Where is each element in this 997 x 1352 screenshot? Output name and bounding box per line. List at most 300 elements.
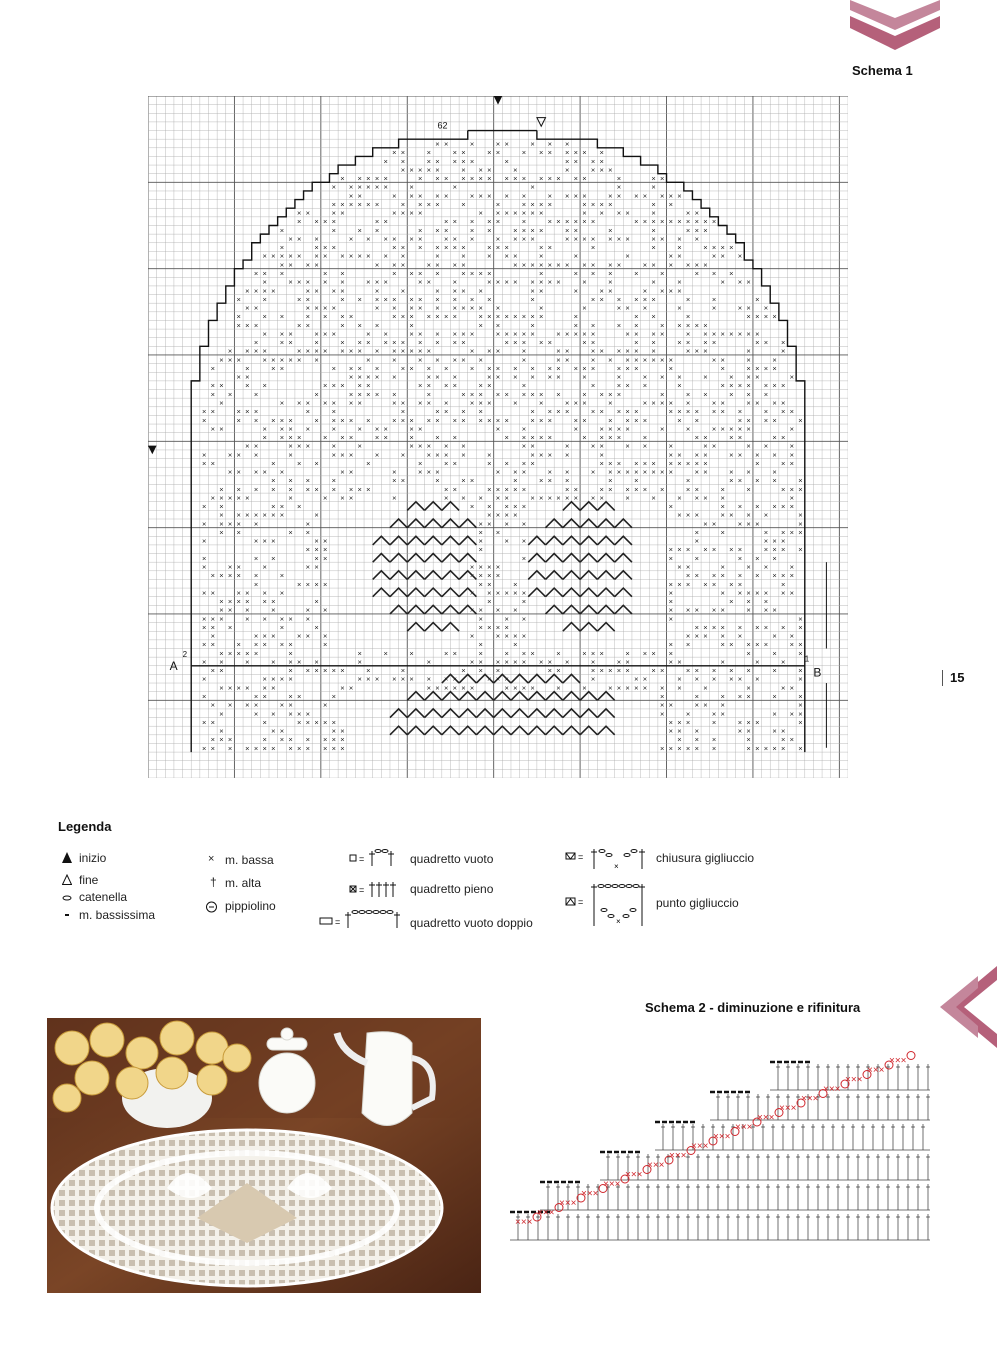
svg-text:×: ×: [521, 553, 527, 563]
svg-text:×: ×: [772, 502, 777, 512]
svg-text:×: ×: [755, 398, 760, 408]
svg-text:×: ×: [253, 320, 259, 330]
svg-text:×: ×: [694, 450, 699, 460]
svg-text:×: ×: [435, 372, 440, 382]
svg-text:×: ×: [703, 519, 708, 529]
svg-text:×: ×: [694, 346, 699, 356]
svg-text:×: ×: [305, 605, 311, 615]
svg-text:×××: ×××: [581, 1188, 599, 1200]
svg-text:×: ×: [513, 605, 518, 615]
svg-text:×: ×: [616, 657, 622, 667]
svg-text:×: ×: [755, 372, 760, 382]
svg-text:×: ×: [573, 268, 578, 278]
svg-text:×: ×: [772, 605, 777, 615]
svg-text:×: ×: [694, 467, 699, 477]
svg-text:×: ×: [279, 415, 285, 425]
svg-text:×: ×: [703, 389, 708, 399]
svg-text:×: ×: [366, 389, 371, 399]
svg-text:×: ×: [262, 381, 267, 391]
svg-text:×: ×: [487, 450, 492, 460]
svg-text:×: ×: [279, 588, 285, 598]
svg-text:×: ×: [383, 251, 388, 261]
svg-text:×: ×: [780, 579, 786, 589]
svg-text:×: ×: [521, 441, 527, 451]
svg-text:×: ×: [478, 622, 483, 632]
svg-text:×: ×: [711, 579, 717, 589]
svg-text:×: ×: [798, 545, 803, 555]
svg-text:×: ×: [279, 363, 285, 373]
svg-text:×: ×: [660, 743, 665, 753]
svg-text:×: ×: [331, 182, 336, 192]
svg-text:×: ×: [340, 174, 345, 184]
svg-text:×: ×: [720, 700, 725, 710]
svg-text:×: ×: [245, 605, 250, 615]
svg-text:×: ×: [478, 208, 483, 218]
svg-text:×: ×: [694, 234, 699, 244]
svg-text:×: ×: [374, 346, 380, 356]
svg-text:×: ×: [340, 415, 345, 425]
svg-text:×: ×: [253, 407, 259, 417]
svg-text:×: ×: [487, 268, 492, 278]
svg-text:×: ×: [426, 260, 432, 270]
svg-text:×: ×: [737, 545, 743, 555]
svg-text:×: ×: [513, 363, 518, 373]
svg-text:×: ×: [729, 467, 734, 477]
svg-text:×: ×: [521, 536, 527, 546]
svg-text:×: ×: [642, 458, 648, 468]
svg-text:×: ×: [314, 579, 319, 589]
svg-text:×: ×: [288, 338, 293, 348]
svg-text:×: ×: [703, 433, 708, 443]
svg-text:×: ×: [521, 657, 527, 667]
svg-text:×: ×: [651, 199, 656, 209]
svg-text:×: ×: [288, 476, 293, 486]
svg-text:×: ×: [772, 692, 777, 702]
svg-text:×: ×: [271, 251, 276, 261]
svg-text:×: ×: [634, 355, 639, 365]
svg-text:×: ×: [418, 303, 423, 313]
svg-text:×: ×: [694, 217, 699, 227]
svg-text:×: ×: [625, 234, 630, 244]
svg-text:×: ×: [297, 692, 302, 702]
svg-text:×: ×: [418, 346, 423, 356]
svg-text:A: A: [169, 658, 178, 673]
svg-text:×: ×: [798, 692, 803, 702]
svg-text:×: ×: [366, 415, 371, 425]
svg-text:×: ×: [755, 294, 760, 304]
svg-text:×: ×: [573, 424, 578, 434]
svg-text:×: ×: [340, 450, 345, 460]
svg-text:×: ×: [634, 484, 639, 494]
svg-text:×: ×: [322, 217, 328, 227]
svg-text:×: ×: [253, 700, 259, 710]
svg-text:×: ×: [677, 243, 682, 253]
svg-text:×: ×: [478, 614, 483, 624]
svg-text:×: ×: [461, 174, 466, 184]
svg-text:×: ×: [513, 372, 518, 382]
svg-text:×: ×: [392, 294, 397, 304]
svg-text:×: ×: [495, 243, 501, 253]
svg-text:×: ×: [374, 182, 380, 192]
svg-text:×: ×: [590, 268, 596, 278]
svg-text:×: ×: [634, 458, 639, 468]
svg-text:×: ×: [504, 251, 509, 261]
svg-text:×: ×: [677, 217, 682, 227]
svg-text:×: ×: [746, 415, 751, 425]
svg-text:×: ×: [305, 614, 311, 624]
svg-text:×: ×: [314, 536, 319, 546]
svg-text:×××: ×××: [889, 1055, 907, 1067]
svg-text:×: ×: [279, 467, 285, 477]
svg-text:×: ×: [625, 303, 630, 313]
svg-text:×: ×: [608, 277, 613, 287]
svg-text:×: ×: [720, 527, 725, 537]
svg-text:×: ×: [703, 260, 708, 270]
svg-text:×: ×: [737, 277, 743, 287]
svg-text:×: ×: [426, 467, 432, 477]
svg-text:×: ×: [305, 527, 311, 537]
svg-text:×: ×: [253, 510, 259, 520]
svg-text:×: ×: [521, 346, 527, 356]
svg-text:×: ×: [590, 243, 596, 253]
svg-text:×: ×: [435, 139, 440, 149]
svg-text:×: ×: [374, 286, 380, 296]
svg-text:×: ×: [789, 588, 795, 598]
svg-text:×: ×: [694, 415, 699, 425]
svg-text:×: ×: [288, 234, 293, 244]
svg-text:×: ×: [305, 743, 311, 753]
svg-text:×: ×: [539, 148, 544, 158]
svg-text:×: ×: [521, 148, 527, 158]
svg-text:×: ×: [729, 579, 734, 589]
svg-text:×: ×: [435, 407, 440, 417]
svg-text:×: ×: [495, 562, 501, 572]
svg-text:62: 62: [437, 120, 448, 131]
svg-text:×: ×: [297, 320, 302, 330]
svg-text:×: ×: [245, 743, 250, 753]
svg-text:×: ×: [305, 631, 311, 641]
svg-text:=: =: [359, 854, 365, 864]
svg-text:×: ×: [435, 199, 440, 209]
svg-text:×: ×: [262, 467, 267, 477]
svg-text:×: ×: [322, 545, 328, 555]
svg-text:×: ×: [772, 553, 777, 563]
svg-text:×: ×: [729, 597, 734, 607]
svg-text:×: ×: [357, 657, 362, 667]
svg-text:×: ×: [236, 640, 241, 650]
svg-text:×: ×: [513, 657, 518, 667]
svg-text:×: ×: [487, 148, 492, 158]
svg-text:×: ×: [564, 139, 570, 149]
svg-text:×: ×: [297, 709, 302, 719]
svg-text:×: ×: [651, 666, 656, 676]
svg-text:×: ×: [642, 441, 648, 451]
svg-text:×: ×: [219, 527, 224, 537]
svg-text:×: ×: [746, 666, 751, 676]
svg-text:×: ×: [487, 191, 492, 201]
svg-text:×: ×: [469, 268, 475, 278]
svg-text:×: ×: [495, 605, 501, 615]
svg-text:×: ×: [772, 743, 777, 753]
svg-text:×: ×: [322, 398, 328, 408]
svg-text:×: ×: [314, 389, 319, 399]
svg-text:×: ×: [435, 260, 440, 270]
svg-text:×: ×: [729, 381, 734, 391]
svg-text:×: ×: [253, 631, 259, 641]
svg-text:×: ×: [625, 355, 630, 365]
svg-text:×: ×: [495, 277, 501, 287]
svg-text:×: ×: [599, 286, 604, 296]
doily-photo: [47, 1018, 481, 1293]
svg-text:×: ×: [469, 174, 475, 184]
svg-text:×: ×: [530, 312, 535, 322]
svg-text:×: ×: [539, 268, 544, 278]
svg-text:×: ×: [547, 217, 553, 227]
svg-text:×: ×: [703, 458, 708, 468]
svg-text:×: ×: [435, 191, 440, 201]
svg-text:×: ×: [625, 363, 630, 373]
svg-text:×: ×: [331, 303, 336, 313]
svg-text:×: ×: [279, 398, 285, 408]
svg-text:×: ×: [573, 286, 578, 296]
svg-text:×: ×: [564, 346, 570, 356]
svg-text:×: ×: [253, 571, 259, 581]
svg-text:×: ×: [556, 389, 561, 399]
svg-text:×: ×: [720, 588, 725, 598]
svg-text:×: ×: [478, 389, 483, 399]
svg-text:×: ×: [634, 329, 639, 339]
svg-text:×: ×: [651, 208, 656, 218]
svg-text:×: ×: [469, 571, 475, 581]
svg-text:×: ×: [487, 519, 492, 529]
svg-text:×: ×: [685, 208, 691, 218]
svg-text:×××: ×××: [779, 1103, 797, 1114]
svg-text:×: ×: [392, 389, 397, 399]
svg-text:×: ×: [513, 260, 518, 270]
svg-text:×: ×: [322, 303, 328, 313]
svg-text:×: ×: [642, 303, 648, 313]
svg-text:×: ×: [219, 735, 224, 745]
svg-text:×: ×: [513, 338, 518, 348]
svg-text:×: ×: [392, 312, 397, 322]
svg-text:×: ×: [789, 709, 795, 719]
svg-text:×: ×: [685, 389, 691, 399]
svg-text:×: ×: [201, 588, 207, 598]
svg-text:×: ×: [236, 484, 241, 494]
svg-text:×: ×: [288, 450, 293, 460]
svg-text:×: ×: [668, 614, 674, 624]
svg-text:×: ×: [469, 657, 475, 667]
svg-text:×: ×: [340, 294, 345, 304]
svg-text:×: ×: [314, 251, 319, 261]
svg-text:×: ×: [556, 648, 561, 658]
svg-text:×: ×: [443, 174, 449, 184]
svg-text:×: ×: [685, 320, 691, 330]
svg-text:×: ×: [504, 588, 509, 598]
svg-text:×: ×: [236, 683, 241, 693]
svg-text:×: ×: [348, 389, 354, 399]
svg-text:×: ×: [590, 294, 596, 304]
svg-text:×: ×: [245, 510, 250, 520]
svg-text:×: ×: [504, 243, 509, 253]
svg-text:×: ×: [348, 433, 354, 443]
svg-text:×: ×: [590, 441, 596, 451]
svg-text:×: ×: [590, 467, 596, 477]
svg-text:×: ×: [547, 199, 553, 209]
svg-text:×: ×: [772, 545, 777, 555]
svg-text:×: ×: [400, 312, 406, 322]
svg-text:×: ×: [651, 174, 656, 184]
svg-text:×: ×: [374, 363, 380, 373]
svg-text:×: ×: [340, 381, 345, 391]
svg-text:×: ×: [392, 372, 397, 382]
svg-text:×: ×: [227, 743, 233, 753]
svg-text:×: ×: [487, 294, 492, 304]
svg-text:×: ×: [461, 251, 466, 261]
svg-text:×: ×: [668, 286, 674, 296]
svg-text:×: ×: [279, 251, 285, 261]
svg-text:×: ×: [685, 217, 691, 227]
svg-text:×: ×: [227, 562, 233, 572]
svg-text:×: ×: [305, 709, 311, 719]
svg-text:×: ×: [288, 657, 293, 667]
svg-text:×: ×: [703, 683, 708, 693]
svg-text:×: ×: [305, 320, 311, 330]
svg-text:×: ×: [729, 268, 734, 278]
svg-text:×: ×: [625, 666, 630, 676]
svg-text:×: ×: [357, 674, 362, 684]
svg-text:×: ×: [720, 484, 725, 494]
svg-text:×: ×: [599, 294, 604, 304]
svg-text:×: ×: [478, 562, 483, 572]
svg-text:×: ×: [314, 355, 319, 365]
svg-text:×: ×: [495, 666, 501, 676]
svg-text:×: ×: [279, 424, 285, 434]
svg-text:×: ×: [487, 174, 492, 184]
svg-text:×: ×: [245, 363, 250, 373]
svg-text:×: ×: [530, 277, 535, 287]
svg-text:×: ×: [746, 389, 751, 399]
svg-text:×: ×: [297, 217, 302, 227]
svg-text:×: ×: [711, 717, 717, 727]
svg-text:×: ×: [495, 148, 501, 158]
svg-text:×: ×: [357, 320, 362, 330]
svg-text:×: ×: [279, 355, 285, 365]
double-empty-symbol: [318, 906, 408, 930]
svg-text:×: ×: [608, 476, 613, 486]
svg-text:×: ×: [435, 476, 440, 486]
svg-text:×: ×: [262, 433, 267, 443]
svg-text:×: ×: [755, 588, 760, 598]
svg-text:×: ×: [668, 467, 674, 477]
svg-text:×: ×: [201, 562, 207, 572]
svg-text:×: ×: [772, 355, 777, 365]
svg-text:×: ×: [495, 363, 501, 373]
svg-text:×: ×: [366, 251, 371, 261]
svg-text:×: ×: [495, 424, 501, 434]
svg-text:×: ×: [297, 346, 302, 356]
svg-text:×: ×: [694, 726, 699, 736]
svg-text:×: ×: [677, 510, 682, 520]
svg-text:×: ×: [279, 329, 285, 339]
svg-text:×: ×: [798, 519, 803, 529]
svg-text:×: ×: [608, 199, 613, 209]
svg-text:×: ×: [348, 415, 354, 425]
svg-text:×: ×: [616, 234, 622, 244]
svg-text:×: ×: [305, 277, 311, 287]
svg-text:×: ×: [400, 165, 406, 175]
svg-text:×: ×: [461, 243, 466, 253]
schema2-chart: [500, 1045, 940, 1275]
svg-text:×: ×: [443, 139, 449, 149]
svg-text:×: ×: [746, 372, 751, 382]
svg-text:×: ×: [383, 648, 388, 658]
svg-text:×: ×: [305, 579, 311, 589]
svg-text:×: ×: [625, 683, 630, 693]
svg-text:×: ×: [763, 545, 769, 555]
svg-text:×: ×: [694, 622, 699, 632]
svg-text:×: ×: [547, 415, 553, 425]
svg-text:×: ×: [288, 674, 293, 684]
svg-text:×: ×: [426, 674, 432, 684]
svg-text:×: ×: [262, 286, 267, 296]
svg-text:×: ×: [556, 217, 561, 227]
svg-text:×: ×: [737, 303, 743, 313]
svg-text:×: ×: [755, 717, 760, 727]
svg-text:×: ×: [668, 217, 674, 227]
svg-text:×: ×: [556, 407, 561, 417]
svg-text:×: ×: [521, 217, 527, 227]
svg-text:×: ×: [521, 329, 527, 339]
svg-text:×: ×: [685, 338, 691, 348]
svg-text:×: ×: [746, 484, 751, 494]
svg-text:×: ×: [720, 562, 725, 572]
svg-text:×××: ×××: [537, 1207, 555, 1219]
svg-text:×: ×: [513, 208, 518, 218]
svg-text:×: ×: [288, 493, 293, 503]
svg-text:×: ×: [443, 398, 449, 408]
svg-text:×: ×: [590, 329, 596, 339]
svg-text:×: ×: [409, 674, 414, 684]
chevron-decoration-right: [938, 966, 997, 1048]
svg-text:×: ×: [435, 467, 440, 477]
svg-text:×: ×: [314, 329, 319, 339]
svg-text:×: ×: [564, 234, 570, 244]
svg-text:×: ×: [798, 476, 803, 486]
svg-text:×: ×: [253, 579, 259, 589]
svg-text:×: ×: [435, 329, 440, 339]
svg-text:×: ×: [564, 467, 570, 477]
svg-text:×: ×: [469, 398, 475, 408]
svg-text:×: ×: [521, 433, 527, 443]
svg-text:×: ×: [590, 657, 596, 667]
svg-text:×: ×: [668, 726, 674, 736]
svg-text:×: ×: [720, 622, 725, 632]
svg-text:×: ×: [780, 735, 786, 745]
svg-text:×: ×: [461, 286, 466, 296]
legend-fine: fine: [79, 873, 99, 887]
svg-text:×: ×: [614, 862, 619, 871]
svg-text:×: ×: [279, 338, 285, 348]
svg-text:×××: ×××: [625, 1169, 643, 1181]
svg-text:×: ×: [262, 692, 267, 702]
svg-text:×: ×: [279, 571, 285, 581]
svg-text:×: ×: [262, 640, 267, 650]
svg-text:×: ×: [253, 709, 259, 719]
svg-text:×: ×: [426, 277, 432, 287]
svg-text:×: ×: [668, 545, 674, 555]
svg-text:×: ×: [495, 312, 501, 322]
